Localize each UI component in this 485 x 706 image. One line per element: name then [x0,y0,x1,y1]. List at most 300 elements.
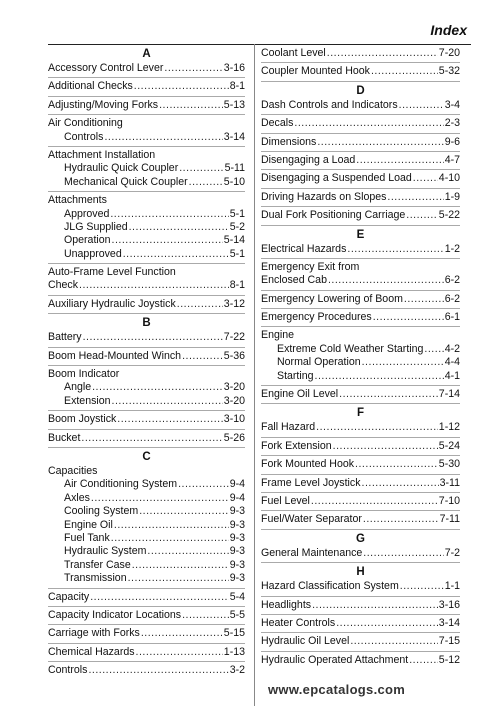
index-subentry-angle[interactable] [48,381,245,394]
dot-leader [91,492,229,505]
entry-divider [261,326,460,327]
index-entry-boom-head-mounted-winch[interactable] [48,350,245,363]
entry-divider [261,151,460,152]
index-entry-bucket[interactable] [48,432,245,445]
dot-leader [112,395,223,408]
index-entry-enclosed-cab[interactable] [261,274,460,287]
index-subentry-transfer-case[interactable] [48,559,245,572]
index-entry-chemical-hazards[interactable] [48,646,245,659]
entry-label: Dash Controls and Indicators [261,98,398,111]
index-entry-hydraulic-operated-attachment[interactable] [261,654,460,667]
section-letter-c: C [142,450,151,463]
entry-label: Engine Oil [64,518,113,531]
entry-divider [48,191,245,192]
index-column-left [48,47,245,677]
dot-leader [111,532,229,545]
index-entry-battery[interactable] [48,331,245,344]
entry-label: Hydraulic Oil Level [261,635,350,648]
page-number: 5-36 [223,349,245,362]
entry-label: Mechanical Quick Coupler [64,175,188,188]
entry-divider [261,188,460,189]
entry-divider [48,295,245,296]
index-subentry-approved[interactable] [48,208,245,221]
entry-divider [261,562,460,563]
page-number: 3-14 [223,130,245,143]
section-letter-d: D [356,84,365,97]
page-number: 5-32 [438,65,460,78]
entry-label: Angle [64,381,92,394]
dot-leader [371,65,438,78]
entry-label: Decals [261,117,294,130]
dot-leader [182,609,229,622]
index-entry-coolant-level[interactable] [261,47,460,60]
index-heading-capacities: Capacities [48,464,98,477]
dot-leader [178,478,229,491]
index-subentry-unapproved[interactable] [48,248,245,261]
entry-divider [261,258,460,259]
entry-divider [261,474,460,475]
index-entry-capacity-indicator-locations[interactable] [48,609,245,622]
entry-label: Adjusting/Moving Forks [48,98,159,111]
page-number: 9-3 [229,558,245,571]
dot-leader [141,627,223,640]
page-number: 5-14 [223,234,245,247]
index-entry-dash-controls-and-indicators[interactable] [261,99,460,112]
dot-leader [159,99,223,112]
entry-divider [261,614,460,615]
index-entry-accessory-control-lever[interactable] [48,62,245,75]
dot-leader [294,117,443,130]
dot-leader [182,350,223,363]
page-number: 7-15 [438,635,460,648]
dot-leader [328,274,444,287]
page-number: 4-7 [444,153,460,166]
index-entry-additional-checks[interactable] [48,80,245,93]
watermark: www.epcatalogs.com [268,682,406,697]
dot-leader [347,243,443,256]
entry-divider [48,429,245,430]
page-number: 5-10 [223,175,245,188]
entry-divider [261,133,460,134]
dot-leader [317,136,443,149]
index-heading-air-conditioning: Air Conditioning [48,117,123,130]
entry-label: Extreme Cold Weather Starting [277,342,424,355]
entry-label: Carriage with Forks [48,627,140,640]
index-entry-fall-hazard[interactable] [261,421,460,434]
dot-leader [333,440,438,453]
entry-label: Bucket [48,431,81,444]
index-entry-fuel-water-separator[interactable] [261,513,460,526]
index-subentry-axles[interactable] [48,492,245,505]
page-number: 7-14 [438,388,460,401]
index-entry-decals[interactable] [261,117,460,130]
dot-leader [413,172,438,185]
page-number: 9-4 [229,478,245,491]
entry-divider [261,169,460,170]
dot-leader [406,209,438,222]
index-subentry-transmission[interactable] [48,572,245,585]
index-heading-emergency-exit-from: Emergency Exit from [261,260,360,273]
page-number: 9-3 [229,572,245,585]
entry-label: Coolant Level [261,47,326,59]
page-number: 5-30 [438,458,460,471]
index-entry-emergency-procedures[interactable] [261,311,460,324]
dot-leader [399,99,444,112]
dot-leader [315,370,444,383]
index-entry-dimensions[interactable] [261,136,460,149]
entry-label: JLG Supplied [64,220,128,233]
index-subentry-extension[interactable] [48,395,245,408]
entry-label: Capacity [48,590,90,603]
index-entry-boom-joystick[interactable] [48,413,245,426]
page-number: 3-16 [223,62,245,74]
page-number: 5-2 [229,220,245,233]
entry-divider [261,510,460,511]
entry-label: Controls [48,664,88,677]
dot-leader [373,311,444,324]
section-letter-h: H [356,566,365,579]
entry-label: Starting [277,369,314,382]
page-number: 3-16 [438,598,460,611]
page-number: 4-1 [444,369,460,382]
entry-divider [261,492,460,493]
index-entry-headlights[interactable] [261,599,460,612]
index-subentry-operation[interactable] [48,234,245,247]
dot-leader [134,80,229,93]
dot-leader [139,505,229,518]
index-entry-frame-level-joystick[interactable] [261,477,460,490]
entry-label: Hydraulic Operated Attachment [261,653,409,666]
dot-leader [387,191,443,204]
page-number: 5-13 [223,98,245,111]
index-subentry-hydraulic-system[interactable] [48,545,245,558]
dot-leader [363,513,439,526]
column-divider [254,44,255,706]
entry-divider [48,114,245,115]
entry-label: Disengaging a Suspended Load [261,172,412,185]
dot-leader [339,388,438,401]
entry-divider [261,529,460,530]
entry-label: Auxiliary Hydraulic Joystick [48,297,176,310]
dot-leader [363,547,443,560]
entry-divider [261,308,460,309]
page-number: 3-2 [229,664,245,677]
index-heading-auto-frame-level-function: Auto-Frame Level Function [48,266,176,279]
dot-leader [117,413,223,426]
page-number: 5-26 [223,431,245,444]
entry-divider [48,643,245,644]
page-number: 3-14 [438,616,460,629]
section-letter-b: B [142,317,151,330]
index-entry-disengaging-a-load[interactable] [261,154,460,167]
entry-divider [261,81,460,82]
page-number: 6-1 [444,311,460,324]
page-number: 8-1 [229,80,245,93]
page-title: Index [430,22,467,38]
index-entry-check[interactable] [48,279,245,292]
page-number: 9-4 [229,491,245,504]
index-entry-controls[interactable] [48,664,245,677]
entry-label: Fuel Level [261,494,310,507]
page-number: 5-11 [224,162,245,175]
dot-leader [104,131,222,144]
dot-leader [114,519,229,532]
page-number: 7-10 [438,494,460,507]
entry-label: Hydraulic Quick Coupler [64,162,179,175]
index-entry-disengaging-a-suspended-load[interactable] [261,172,460,185]
dot-leader [424,343,443,356]
entry-label: Frame Level Joystick [261,476,361,489]
index-entry-fork-mounted-hook[interactable] [261,458,460,471]
page-number: 1-13 [223,645,245,658]
index-entry-driving-hazards-on-slopes[interactable] [261,191,460,204]
index-entry-hydraulic-oil-level[interactable] [261,635,460,648]
entry-divider [48,77,245,78]
dot-leader [88,664,228,677]
page-number: 5-12 [438,653,460,666]
entry-divider [261,455,460,456]
entry-label: Accessory Control Lever [48,62,164,74]
dot-leader [189,176,223,189]
dot-leader [128,572,229,585]
entry-divider [48,313,245,314]
page-number: 5-5 [229,608,245,621]
entry-divider [261,596,460,597]
entry-label: Check [48,279,79,292]
page-number: 9-6 [444,135,460,148]
entry-label: Extension [64,394,111,407]
page-number: 5-1 [229,247,245,260]
entry-divider [261,62,460,63]
page-number: 1-12 [438,421,460,434]
page-number: 5-22 [438,209,460,222]
dot-leader [355,458,438,471]
entry-label: Enclosed Cab [261,274,327,287]
page-number: 3-12 [223,297,245,310]
index-heading-engine: Engine [261,329,294,342]
page-number: 7-11 [439,513,460,526]
page-number: 3-10 [223,413,245,426]
index-entry-heater-controls[interactable] [261,617,460,630]
index-entry-fuel-level[interactable] [261,495,460,508]
page-number: 1-1 [444,580,460,593]
entry-label: Approved [64,207,110,220]
entry-label: Disengaging a Load [261,153,356,166]
entry-label: Emergency Procedures [261,311,372,324]
page-number: 5-15 [223,627,245,640]
dot-leader [400,580,444,593]
entry-label: Fall Hazard [261,421,316,434]
index-heading-boom-indicator: Boom Indicator [48,368,120,381]
entry-label: Transfer Case [64,558,131,571]
page-number: 5-4 [229,590,245,603]
dot-leader [123,248,229,261]
dot-leader [83,331,223,344]
index-subentry-extreme-cold-weather-starting[interactable] [261,343,460,356]
entry-divider [48,624,245,625]
index-entry-electrical-hazards[interactable] [261,243,460,256]
entry-label: Dimensions [261,135,317,148]
entry-divider [48,347,245,348]
entry-divider [261,437,460,438]
dot-leader [147,545,228,558]
entry-label: Capacity Indicator Locations [48,608,182,621]
header-rule [48,44,471,45]
section-letter-g: G [356,532,365,545]
dot-leader [409,654,438,667]
page-number: 3-4 [444,98,460,111]
index-subentry-normal-operation[interactable] [261,356,460,369]
index-subentry-hydraulic-quick-coupler[interactable] [48,162,245,175]
entry-divider [261,290,460,291]
page-number: 1-9 [444,190,460,203]
page-number: 6-2 [444,292,460,305]
page-number: 2-3 [444,117,460,130]
page-number: 7-20 [438,47,460,59]
entry-divider [48,661,245,662]
page-number: 9-3 [229,545,245,558]
index-entry-capacity[interactable] [48,591,245,604]
dot-leader [362,356,444,369]
section-letter-e: E [356,228,365,241]
index-entry-coupler-mounted-hook[interactable] [261,65,460,78]
page-number: 5-24 [438,439,460,452]
entry-divider [48,146,245,147]
entry-label: Additional Checks [48,80,133,93]
dot-leader [81,432,222,445]
dot-leader [132,559,229,572]
dot-leader [92,381,223,394]
entry-divider [48,263,245,264]
dot-leader [110,208,228,221]
entry-label: Fork Extension [261,439,332,452]
index-entry-engine-oil-level[interactable] [261,388,460,401]
page-number: 3-11 [439,476,460,489]
dot-leader [112,234,223,247]
index-column-right [261,47,460,667]
page-number: 9-3 [229,518,245,531]
entry-label: Dual Fork Positioning Carriage [261,209,406,222]
entry-divider [48,410,245,411]
page-number: 1-2 [444,242,460,255]
entry-divider [261,206,460,207]
index-entry-dual-fork-positioning-carriage[interactable] [261,209,460,222]
entry-label: Hazard Classification System [261,580,399,593]
entry-divider [261,114,460,115]
entry-divider [48,588,245,589]
dot-leader [336,617,438,630]
index-subentry-mechanical-quick-coupler[interactable] [48,176,245,189]
entry-label: Cooling System [64,505,139,518]
page-number: 7-22 [223,331,245,344]
entry-divider [261,403,460,404]
page-number: 4-4 [444,356,460,369]
index-entry-fork-extension[interactable] [261,440,460,453]
dot-leader [179,162,223,175]
entry-label: Engine Oil Level [261,388,339,401]
entry-label: Fuel/Water Separator [261,513,362,526]
index-entry-auxiliary-hydraulic-joystick[interactable] [48,298,245,311]
entry-divider [48,447,245,448]
dot-leader [90,591,228,604]
page-number: 4-10 [438,172,460,185]
entry-divider [261,225,460,226]
index-entry-hazard-classification-system[interactable] [261,580,460,593]
dot-leader [177,298,223,311]
page-number: 9-3 [229,531,245,544]
index-heading-attachment-installation: Attachment Installation [48,148,156,161]
index-subentry-air-conditioning-system[interactable] [48,478,245,491]
entry-label: Normal Operation [277,356,361,369]
entry-label: Transmission [64,572,127,585]
entry-label: Driving Hazards on Slopes [261,190,387,203]
entry-label: Electrical Hazards [261,242,347,255]
entry-divider [261,385,460,386]
page-number: 6-2 [444,274,460,287]
index-entry-adjusting-moving-forks[interactable] [48,99,245,112]
entry-label: Battery [48,331,82,344]
page-number: 9-3 [229,505,245,518]
index-subentry-controls[interactable] [48,131,245,144]
index-subentry-starting[interactable] [261,370,460,383]
page-number: 3-20 [223,381,245,394]
page-number: 7-2 [444,546,460,559]
index-subentry-cooling-system[interactable] [48,505,245,518]
dot-leader [312,599,438,612]
index-entry-general-maintenance[interactable] [261,547,460,560]
entry-label: Boom Joystick [48,413,117,426]
entry-divider [48,96,245,97]
entry-divider [261,651,460,652]
entry-label: Fuel Tank [64,531,110,544]
index-heading-attachments: Attachments [48,194,107,207]
entry-label: Heater Controls [261,616,336,629]
entry-divider [48,606,245,607]
page-number: 3-20 [223,394,245,407]
entry-label: Headlights [261,598,312,611]
dot-leader [350,635,437,648]
entry-label: Unapproved [64,247,122,260]
entry-label: Coupler Mounted Hook [261,65,370,78]
dot-leader [311,495,438,508]
entry-divider [261,632,460,633]
section-letter-a: A [142,48,151,60]
dot-leader [356,154,443,167]
section-letter-f: F [356,407,365,420]
index-subentry-jlg-supplied[interactable] [48,221,245,234]
index-entry-emergency-lowering-of-boom[interactable] [261,293,460,306]
entry-label: Hydraulic System [64,545,147,558]
dot-leader [164,62,222,75]
entry-label: General Maintenance [261,546,363,559]
entry-label: Emergency Lowering of Boom [261,292,403,305]
page-number: 5-1 [229,207,245,220]
index-subentry-fuel-tank[interactable] [48,532,245,545]
page-number: 8-1 [229,279,245,292]
dot-leader [316,421,438,434]
dot-leader [79,279,229,292]
entry-label: Operation [64,234,111,247]
entry-label: Chemical Hazards [48,645,135,658]
dot-leader [129,221,229,234]
index-subentry-engine-oil[interactable] [48,519,245,532]
index-entry-carriage-with-forks[interactable] [48,627,245,640]
dot-leader [404,293,444,306]
entry-label: Fork Mounted Hook [261,458,355,471]
entry-label: Air Conditioning System [64,478,178,491]
entry-label: Axles [64,491,90,504]
page-number: 4-2 [444,342,460,355]
